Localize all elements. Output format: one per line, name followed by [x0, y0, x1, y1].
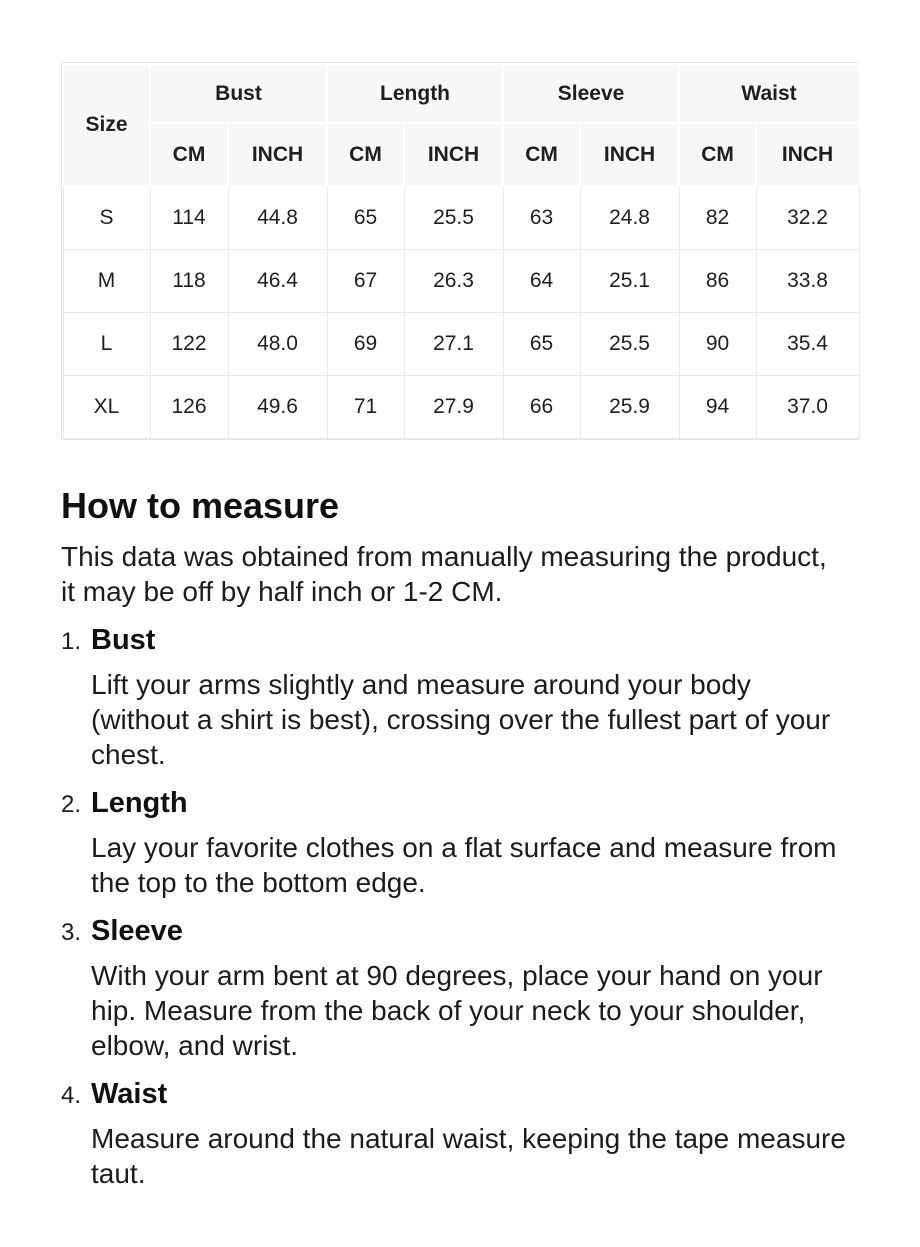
value-cell: 71 — [327, 376, 404, 439]
size-chart-table — [62, 63, 860, 439]
size-cell: S — [63, 186, 150, 250]
step-item-length — [61, 786, 861, 900]
unit-header-waist-cm: CM — [679, 123, 756, 186]
value-cell: 65 — [327, 186, 404, 250]
step-heading — [61, 1077, 861, 1111]
value-cell: 25.5 — [580, 313, 679, 376]
intro-paragraph: This data was obtained from manually measuring the product, it may be off by half inch or 1-2 CM. — [61, 541, 827, 607]
value-cell: 65 — [503, 313, 580, 376]
value-cell: 64 — [503, 250, 580, 313]
value-cell: 118 — [150, 250, 228, 313]
table-row-l — [63, 313, 859, 376]
value-cell: 24.8 — [580, 186, 679, 250]
step-number: 4. — [61, 1082, 82, 1109]
step-heading — [61, 786, 861, 820]
value-cell: 114 — [150, 186, 228, 250]
step-heading — [61, 623, 861, 657]
step-item-sleeve — [61, 914, 861, 1063]
table-row-xl — [63, 376, 859, 439]
value-cell: 66 — [503, 376, 580, 439]
value-cell: 26.3 — [404, 250, 503, 313]
step-item-waist — [61, 1077, 861, 1191]
step-title: Waist — [91, 1078, 168, 1110]
value-cell: 122 — [150, 313, 228, 376]
unit-header-bust-cm: CM — [150, 123, 228, 186]
value-cell: 25.5 — [404, 186, 503, 250]
value-cell: 46.4 — [228, 250, 327, 313]
step-heading — [61, 914, 861, 948]
value-cell: 32.2 — [756, 186, 859, 250]
size-cell: M — [63, 250, 150, 313]
column-group-length: Length — [327, 64, 503, 123]
size-chart-table-wrapper — [61, 62, 859, 440]
column-header-size: Size — [63, 64, 150, 186]
step-title: Length — [91, 787, 188, 819]
value-cell: 49.6 — [228, 376, 327, 439]
size-cell: L — [63, 313, 150, 376]
value-cell: 35.4 — [756, 313, 859, 376]
value-cell: 86 — [679, 250, 756, 313]
column-group-bust: Bust — [150, 64, 327, 123]
step-description: Lay your favorite clothes on a flat surface and measure from the top to the bottom edge. — [91, 832, 837, 898]
value-cell: 37.0 — [756, 376, 859, 439]
value-cell: 44.8 — [228, 186, 327, 250]
step-description: Measure around the natural waist, keeping the tape measure taut. — [91, 1123, 846, 1189]
column-group-waist: Waist — [679, 64, 859, 123]
unit-header-bust-inch: INCH — [228, 123, 327, 186]
table-row-s — [63, 186, 859, 250]
value-cell: 67 — [327, 250, 404, 313]
unit-header-sleeve-cm: CM — [503, 123, 580, 186]
unit-header-length-cm: CM — [327, 123, 404, 186]
value-cell: 48.0 — [228, 313, 327, 376]
value-cell: 33.8 — [756, 250, 859, 313]
unit-header-sleeve-inch: INCH — [580, 123, 679, 186]
value-cell: 90 — [679, 313, 756, 376]
step-number: 3. — [61, 919, 82, 946]
step-title: Sleeve — [91, 915, 183, 947]
how-to-measure-title: How to measure — [61, 485, 340, 526]
step-item-bust — [61, 623, 861, 772]
value-cell: 69 — [327, 313, 404, 376]
step-description: Lift your arms slightly and measure around your body (without a shirt is best), crossing over the fullest part of your chest. — [91, 669, 831, 770]
value-cell: 27.1 — [404, 313, 503, 376]
unit-header-length-inch: INCH — [404, 123, 503, 186]
value-cell: 63 — [503, 186, 580, 250]
value-cell: 82 — [679, 186, 756, 250]
step-description: With your arm bent at 90 degrees, place your hand on your hip. Measure from the back of your neck to your shoulder, elbow, and wrist. — [91, 960, 823, 1061]
table-row-m — [63, 250, 859, 313]
value-cell: 94 — [679, 376, 756, 439]
size-cell: XL — [63, 376, 150, 439]
measure-steps-list — [61, 623, 861, 1191]
unit-header-waist-inch: INCH — [756, 123, 859, 186]
value-cell: 25.1 — [580, 250, 679, 313]
column-group-sleeve: Sleeve — [503, 64, 679, 123]
value-cell: 126 — [150, 376, 228, 439]
value-cell: 27.9 — [404, 376, 503, 439]
value-cell: 25.9 — [580, 376, 679, 439]
step-title: Bust — [91, 624, 156, 656]
step-number: 2. — [61, 791, 82, 818]
step-number: 1. — [61, 628, 82, 655]
